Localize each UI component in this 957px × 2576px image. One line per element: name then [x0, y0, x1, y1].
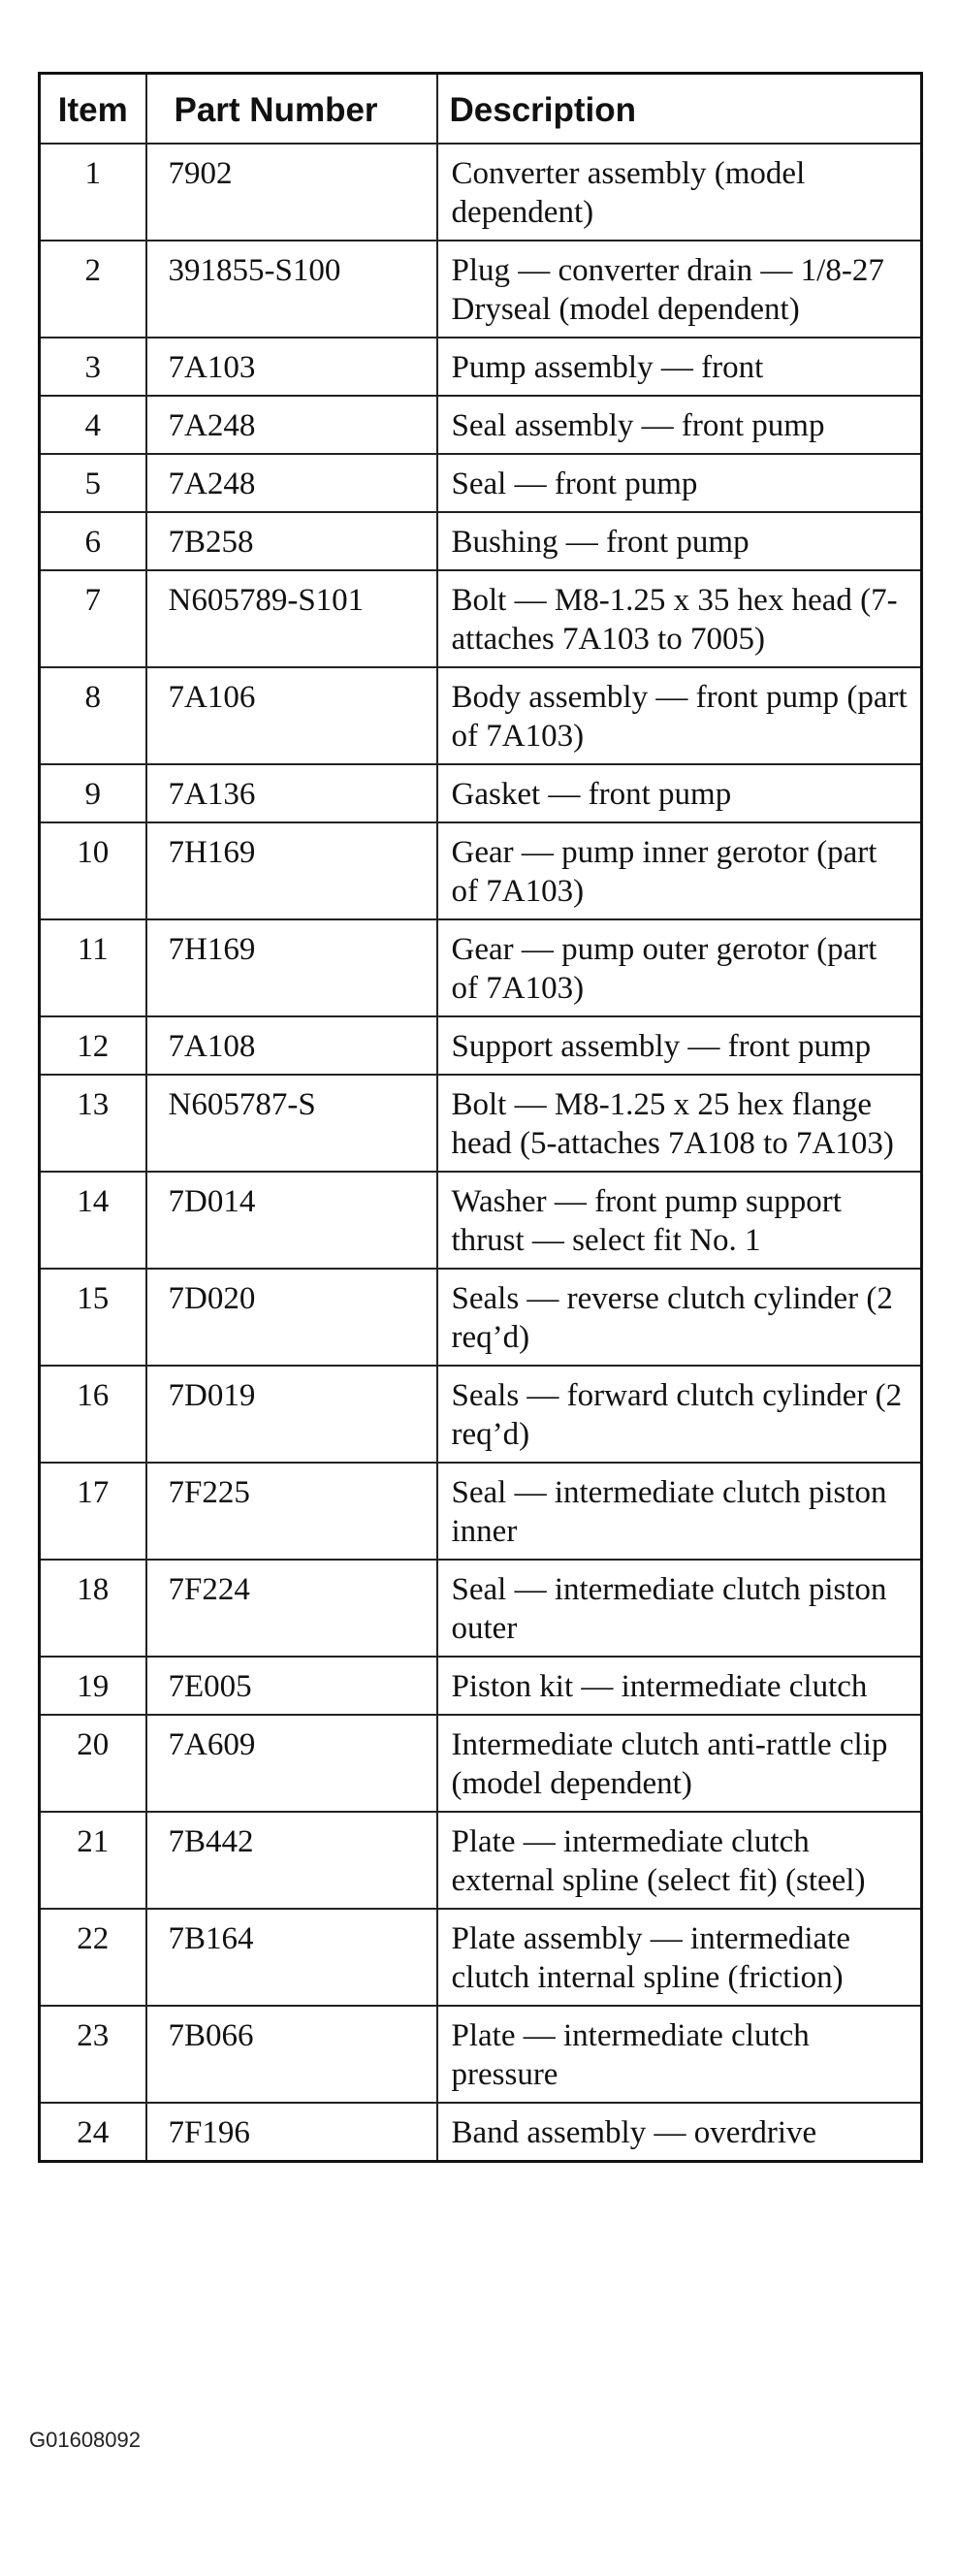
table-row: [40, 1812, 922, 1909]
description-cell: Plate assembly — intermediate clutch internal spline (friction): [437, 1909, 922, 2006]
table-row: [40, 454, 922, 512]
table-row: [40, 1075, 922, 1172]
part-number-cell: N605789-S101: [146, 570, 437, 667]
item-cell: 17: [40, 1463, 146, 1560]
part-number-cell: 7A248: [146, 396, 437, 454]
part-number-cell: 7A609: [146, 1715, 437, 1812]
parts-table-body: [40, 144, 922, 2162]
description-cell: Support assembly — front pump: [437, 1016, 922, 1075]
item-cell: 16: [40, 1366, 146, 1463]
item-cell: 14: [40, 1172, 146, 1269]
description-cell: Plate — intermediate clutch pressure: [437, 2006, 922, 2103]
part-number-cell: 7H169: [146, 919, 437, 1016]
figure-code: G01608092: [29, 2428, 141, 2452]
part-number-cell: 7A108: [146, 1016, 437, 1075]
table-row: [40, 822, 922, 919]
part-number-cell: 7D014: [146, 1172, 437, 1269]
item-cell: 22: [40, 1909, 146, 2006]
part-number-cell: 7B442: [146, 1812, 437, 1909]
part-number-cell: 7F225: [146, 1463, 437, 1560]
table-row: [40, 1463, 922, 1560]
item-cell: 9: [40, 764, 146, 822]
item-cell: 20: [40, 1715, 146, 1812]
item-cell: 15: [40, 1269, 146, 1366]
header-description: Description: [437, 74, 922, 145]
part-number-cell: N605787-S: [146, 1075, 437, 1172]
part-number-cell: 7A248: [146, 454, 437, 512]
part-number-cell: 7B066: [146, 2006, 437, 2103]
part-number-cell: 7F196: [146, 2103, 437, 2162]
header-row: [40, 74, 922, 145]
table-row: [40, 241, 922, 338]
description-cell: Seals — reverse clutch cylinder (2 req’d): [437, 1269, 922, 1366]
header-part-number: Part Number: [146, 74, 437, 145]
part-number-cell: 7A103: [146, 338, 437, 396]
item-cell: 18: [40, 1560, 146, 1657]
part-number-cell: 7B258: [146, 512, 437, 570]
part-number-cell: 7A106: [146, 667, 437, 764]
description-cell: Bushing — front pump: [437, 512, 922, 570]
part-number-cell: 7E005: [146, 1657, 437, 1715]
description-cell: Converter assembly (model dependent): [437, 144, 922, 241]
table-row: [40, 1560, 922, 1657]
part-number-cell: 391855-S100: [146, 241, 437, 338]
table-row: [40, 338, 922, 396]
item-cell: 7: [40, 570, 146, 667]
table-row: [40, 396, 922, 454]
item-cell: 13: [40, 1075, 146, 1172]
description-cell: Plug — converter drain — 1/8-27 Dryseal (model dependent): [437, 241, 922, 338]
description-cell: Seals — forward clutch cylinder (2 req’d): [437, 1366, 922, 1463]
description-cell: Band assembly — overdrive: [437, 2103, 922, 2162]
parts-table: [38, 72, 923, 2163]
item-cell: 5: [40, 454, 146, 512]
item-cell: 6: [40, 512, 146, 570]
description-cell: Seal — intermediate clutch piston outer: [437, 1560, 922, 1657]
description-cell: Body assembly — front pump (part of 7A103): [437, 667, 922, 764]
part-number-cell: 7902: [146, 144, 437, 241]
item-cell: 24: [40, 2103, 146, 2162]
table-row: [40, 1366, 922, 1463]
table-row: [40, 1715, 922, 1812]
part-number-cell: 7F224: [146, 1560, 437, 1657]
table-row: [40, 1269, 922, 1366]
table-row: [40, 2103, 922, 2162]
description-cell: Piston kit — intermediate clutch: [437, 1657, 922, 1715]
item-cell: 11: [40, 919, 146, 1016]
table-row: [40, 2006, 922, 2103]
item-cell: 10: [40, 822, 146, 919]
item-cell: 12: [40, 1016, 146, 1075]
table-row: [40, 667, 922, 764]
item-cell: 19: [40, 1657, 146, 1715]
part-number-cell: 7H169: [146, 822, 437, 919]
description-cell: Intermediate clutch anti-rattle clip (model dependent): [437, 1715, 922, 1812]
item-cell: 8: [40, 667, 146, 764]
description-cell: Bolt — M8-1.25 x 25 hex flange head (5-attaches 7A108 to 7A103): [437, 1075, 922, 1172]
part-number-cell: 7D020: [146, 1269, 437, 1366]
description-cell: Pump assembly — front: [437, 338, 922, 396]
item-cell: 21: [40, 1812, 146, 1909]
part-number-cell: 7B164: [146, 1909, 437, 2006]
item-cell: 1: [40, 144, 146, 241]
item-cell: 3: [40, 338, 146, 396]
table-row: [40, 1657, 922, 1715]
item-cell: 2: [40, 241, 146, 338]
description-cell: Gasket — front pump: [437, 764, 922, 822]
header-item: Item: [40, 74, 146, 145]
item-cell: 23: [40, 2006, 146, 2103]
table-row: [40, 1016, 922, 1075]
description-cell: Seal — intermediate clutch piston inner: [437, 1463, 922, 1560]
item-cell: 4: [40, 396, 146, 454]
description-cell: Seal assembly — front pump: [437, 396, 922, 454]
table-row: [40, 512, 922, 570]
description-cell: Gear — pump outer gerotor (part of 7A103): [437, 919, 922, 1016]
table-row: [40, 570, 922, 667]
description-cell: Bolt — M8-1.25 x 35 hex head (7-attaches 7A103 to 7005): [437, 570, 922, 667]
table-row: [40, 1909, 922, 2006]
part-number-cell: 7D019: [146, 1366, 437, 1463]
table-row: [40, 1172, 922, 1269]
table-row: [40, 764, 922, 822]
description-cell: Gear — pump inner gerotor (part of 7A103): [437, 822, 922, 919]
description-cell: Seal — front pump: [437, 454, 922, 512]
table-row: [40, 144, 922, 241]
description-cell: Washer — front pump support thrust — select fit No. 1: [437, 1172, 922, 1269]
description-cell: Plate — intermediate clutch external spline (select fit) (steel): [437, 1812, 922, 1909]
table-row: [40, 919, 922, 1016]
part-number-cell: 7A136: [146, 764, 437, 822]
